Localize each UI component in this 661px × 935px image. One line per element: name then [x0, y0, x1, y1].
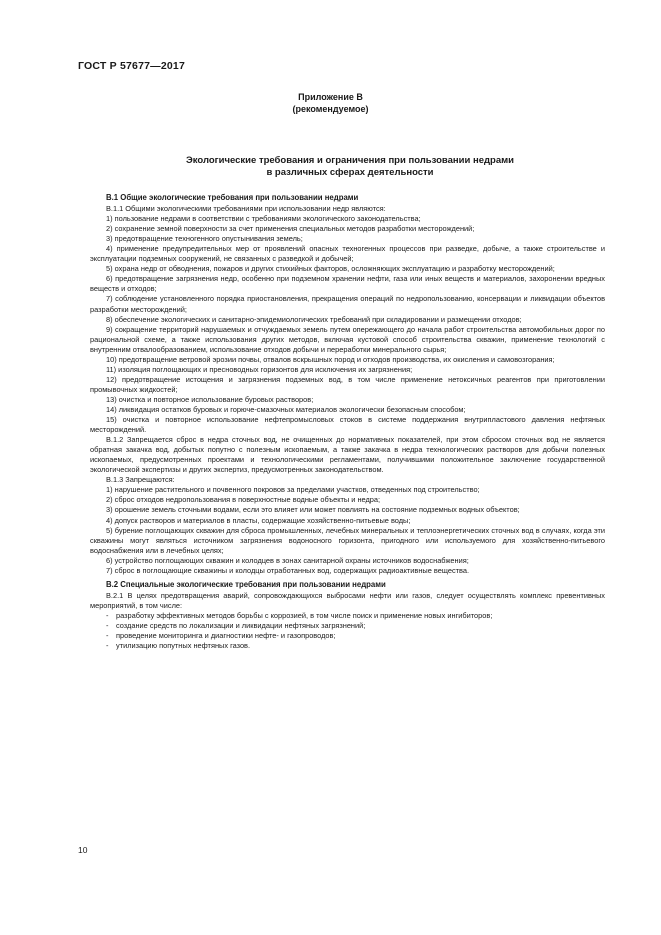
standard-header: ГОСТ Р 57677—2017 [78, 60, 186, 72]
requirement-item: 2) сохранение земной поверхности за счет применения специальных методов разработки месторождений; [106, 224, 475, 234]
prohibition-item: 5) бурение поглощающих скважин для сброса промышленных, лечебных минеральных и теплоэнергетических сточных вод в случаях, когда эти скважины могут являться источником загрязнения водоносного горизонта, пригодного или используемого для хозяйственно-питьевого водоснабжения или в лечебных целях; [90, 525, 605, 555]
requirement-item: 4) применение предупредительных мер от проявлений опасных техногенных процессов при разведке, добыче, а также строительстве и эксплуатации подземных сооружений, не связанных с разведкой и добычей; [90, 244, 605, 264]
requirement-item: 11) изоляция поглощающих и пресноводных горизонтов для исключения их загрязнения; [106, 364, 413, 374]
dash-marker: - [106, 631, 109, 641]
dash-marker: - [106, 620, 109, 630]
dash-list-item [90, 621, 605, 631]
dash-marker: - [106, 610, 109, 620]
document-title [0, 155, 661, 179]
dash-item-text: утилизацию попутных нефтяных газов. [116, 641, 251, 651]
requirement-item: 6) предотвращение загрязнения недр, особенно при подземном хранении нефти, газа или иных веществ и материалов, захоронении вредных веществ и отходов; [90, 274, 605, 294]
requirement-item: 10) предотвращение ветровой эрозии почвы, отвалов вскрышных пород и отходов производства, их окисления и самовозгорания; [106, 354, 555, 364]
requirement-item: 1) пользование недрами в соответствии с требованиями экологического законодательства; [106, 214, 421, 224]
clause-b221: В.2.1 В целях предотвращения аварий, сопровождающихся выбросами нефти или газов, следует осуществлять комплекс превентивных мероприятий, в том числе: [90, 590, 605, 610]
requirement-item: 8) обеспечение экологических и санитарно-эпидемиологических требований при складировании и размещении отходов; [106, 314, 522, 324]
prohibition-item: 3) орошение земель сточными водами, если это влияет или может повлиять на состояние подземных водных объектов; [106, 505, 520, 515]
section-b1-heading: В.1 Общие экологические требования при пользовании недрами [106, 193, 359, 202]
document-title-line-2: в различных сферах деятельности [266, 167, 434, 178]
appendix-heading [0, 92, 661, 115]
dash-item-text: разработку эффективных методов борьбы с коррозией, в том числе поиск и применение новых ингибиторов; [116, 610, 493, 620]
section-b2-heading: В.2 Специальные экологические требования при пользовании недрами [106, 579, 386, 589]
requirement-item: 13) очистка и повторное использование буровых растворов; [106, 394, 314, 404]
requirement-item: 7) соблюдение установленного порядка приостановления, прекращения операций по недропользованию, консервации и ликвидации объектов разработки месторождений; [90, 294, 605, 314]
prohibition-item: 4) допуск растворов и материалов в пласты, содержащие хозяйственно-питьевые воды; [106, 515, 411, 525]
dash-list-item [90, 631, 605, 641]
dash-list-item [90, 611, 605, 621]
prohibition-item: 6) устройство поглощающих скважин и колодцев в зонах санитарной охраны источников водоснабжения; [106, 555, 469, 565]
document-body [90, 193, 605, 651]
prohibition-item: 7) сброс в поглощающие скважины и колодцы отработанных вод, содержащих радиоактивные вещества. [106, 565, 470, 575]
dash-marker: - [106, 641, 109, 651]
clause-b112: В.1.2 Запрещается сброс в недра сточных вод, не очищенных до нормативных показателей, при этом сбросом сточных вод не является обратная закачка вод, добытых попутно с полезным ископаемым, а также закачка в недра технологических растворов для добычи полезных ископаемых, предусмотренных проектами и технологическими регламентами, получившими положительное заключение государственной экологической экспертизы и других экспертиз, предусмотренных законодательством. [90, 435, 605, 475]
dash-list-item [90, 641, 605, 651]
requirement-item: 15) очистка и повторное использование нефтепромысловых стоков в системе поддержания внутрипластового давления нефтяных месторождений. [90, 415, 605, 435]
dash-item-text: проведение мониторинга и диагностики нефте- и газопроводов; [116, 631, 336, 641]
requirement-item: 14) ликвидация остатков буровых и горюче-смазочных материалов экологически безопасным способом; [106, 404, 466, 414]
document-title-line-1: Экологические требования и ограничения при пользовании недрами [186, 155, 514, 166]
requirement-item: 5) охрана недр от обводнения, пожаров и других стихийных факторов, осложняющих эксплуатацию и разработку месторождений; [106, 264, 555, 274]
clause-b113-intro: В.1.3 Запрещаются: [106, 475, 175, 485]
appendix-subtitle: (рекомендуемое) [292, 103, 369, 114]
prohibition-item: 2) сброс отходов недропользования в поверхностные водные объекты и недра; [106, 495, 381, 505]
page-number: 10 [78, 845, 88, 855]
appendix-title: Приложение В [298, 92, 363, 102]
prohibition-item: 1) нарушение растительного и почвенного покровов за пределами участков, отведенных под строительство; [106, 485, 480, 495]
requirement-item: 3) предотвращение техногенного опустынивания земель; [106, 234, 303, 244]
dash-item-text: создание средств по локализации и ликвидации нефтяных загрязнений; [116, 620, 366, 630]
requirement-item: 9) сокращение территорий нарушаемых и отчуждаемых земель путем опережающего до начала работ строительства автомобильных дорог по рациональной схеме, а также использования других методов, включая кустовой способ строительства скважин, применение технологий с внутренним отвалообразованием, использование отходов добычи и переработки минерального сырья; [90, 324, 605, 354]
requirement-item: 12) предотвращение истощения и загрязнения подземных вод, в том числе применение нетоксичных реагентов при приготовлении промывочных жидкостей; [90, 374, 605, 394]
clause-b111-intro: В.1.1 Общими экологическими требованиями при использовании недр являются: [106, 204, 386, 214]
